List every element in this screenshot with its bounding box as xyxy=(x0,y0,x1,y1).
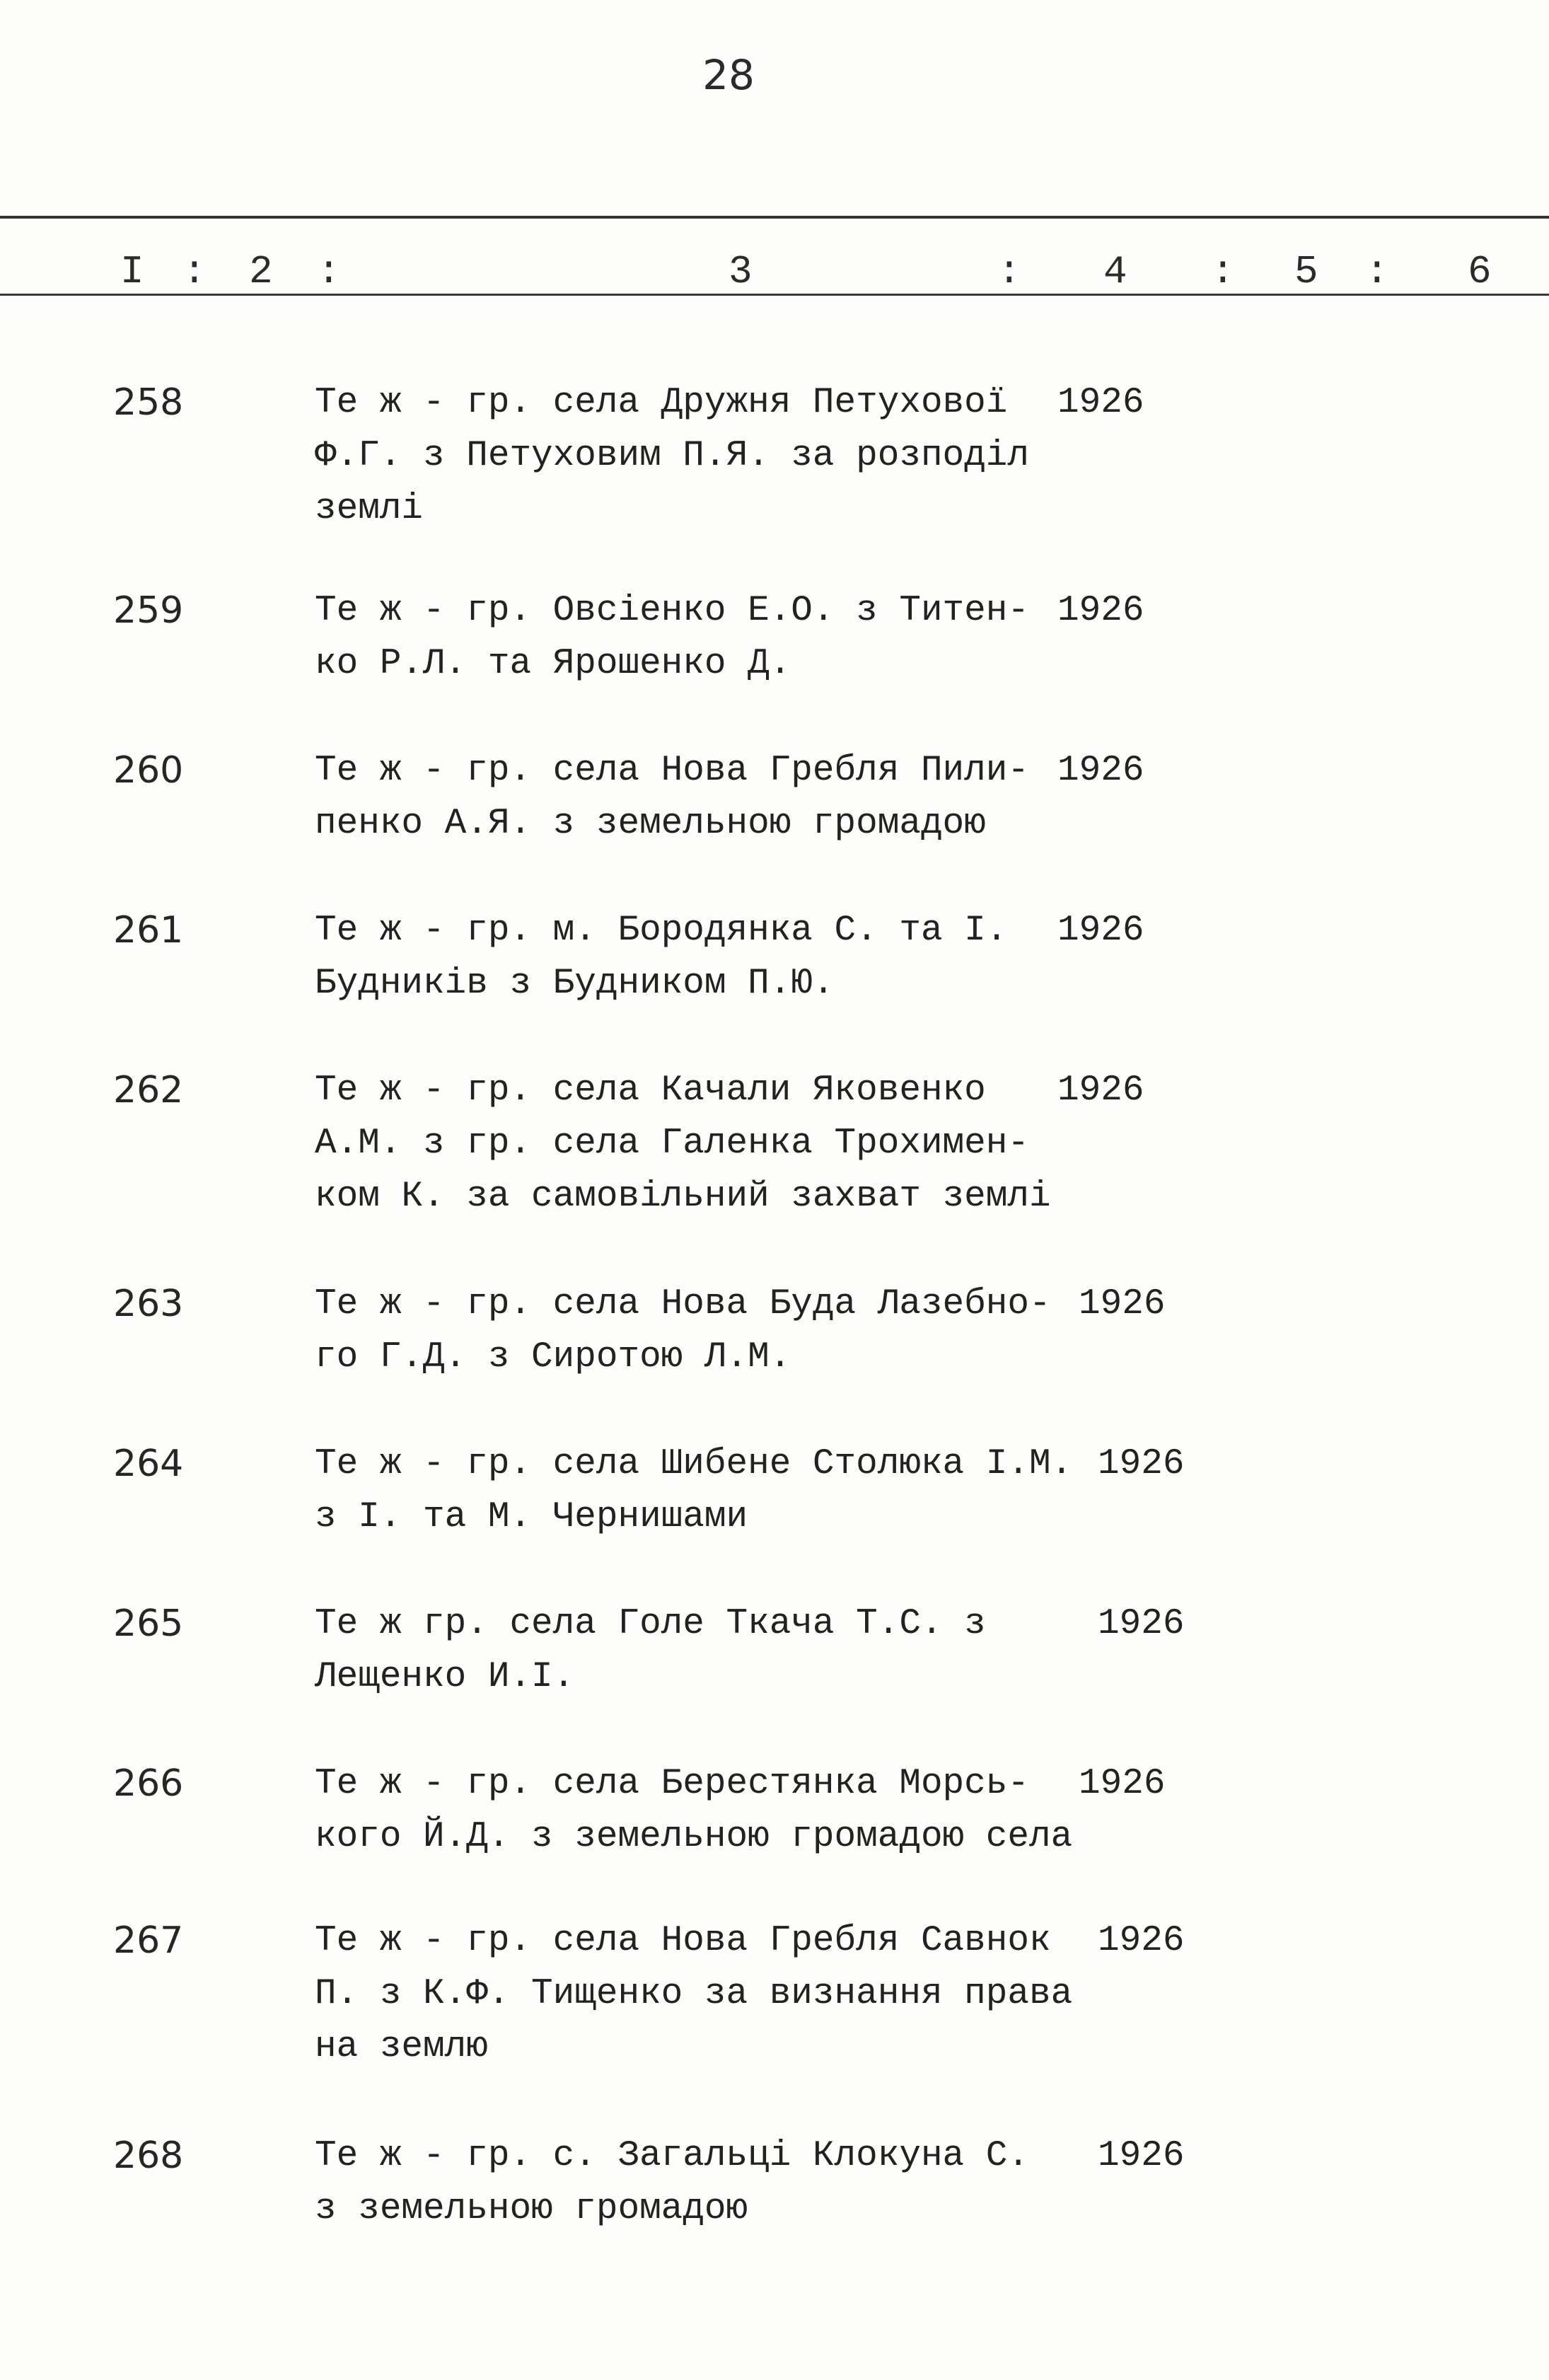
entry-year: 1926 xyxy=(1057,383,1144,423)
description-line: Те ж гр. села Голе Ткача Т.С. з xyxy=(315,1604,986,1644)
page-number: 28 xyxy=(702,51,755,99)
description-line: Лещенко И.І. xyxy=(315,1657,575,1697)
column-separator: : xyxy=(997,249,1021,294)
description-line: Ф.Г. з Петуховим П.Я. за розподіл xyxy=(315,436,1029,476)
entry-description xyxy=(315,1278,1057,1384)
entry-year: 1926 xyxy=(1098,2136,1185,2176)
entry-description xyxy=(315,744,1057,850)
entry-description xyxy=(315,904,1057,1010)
description-line: ком К. за самовільний захват землі xyxy=(315,1177,1051,1217)
description-line: Те ж - гр. села Шибене Столюка І.М. xyxy=(315,1444,1073,1484)
description-line: ко Р.Л. та Ярошенко Д. xyxy=(315,644,791,684)
entry-description xyxy=(315,1757,1073,1864)
description-line: го Г.Д. з Сиротою Л.М. xyxy=(315,1337,791,1377)
entry-description xyxy=(315,584,1057,691)
entry-number: 266 xyxy=(113,1762,184,1805)
column-header-6: 6 xyxy=(1468,249,1492,294)
description-line: Те ж - гр. с. Загальці Клокуна С. xyxy=(315,2136,1029,2176)
column-separator: : xyxy=(1211,249,1235,294)
entry-description xyxy=(315,376,1057,536)
description-line: Те ж - гр. села Дружня Петухової xyxy=(315,383,1008,423)
entry-description xyxy=(315,1064,1057,1223)
description-line: Те ж - гр. села Нова Гребля Савнок xyxy=(315,1921,1051,1961)
entry-number: 264 xyxy=(113,1443,184,1485)
description-line: землі xyxy=(315,489,424,529)
entry-description xyxy=(315,1914,1073,2074)
entry-year: 1926 xyxy=(1098,1604,1185,1644)
entry-year: 1926 xyxy=(1057,911,1144,951)
description-line: кого Й.Д. з земельною громадою села xyxy=(315,1817,1073,1857)
description-line: з І. та М. Чернишами xyxy=(315,1497,748,1537)
entry-year: 1926 xyxy=(1079,1764,1166,1804)
column-header-2: 2 xyxy=(249,249,273,294)
entry-year: 1926 xyxy=(1057,1070,1144,1111)
entry-description xyxy=(315,2130,1057,2236)
entry-year: 1926 xyxy=(1098,1444,1185,1484)
entry-year: 1926 xyxy=(1079,1284,1166,1324)
entry-number: 262 xyxy=(113,1069,184,1111)
entry-number: 259 xyxy=(113,589,184,632)
column-separator: : xyxy=(317,249,341,294)
column-separator: : xyxy=(1365,249,1389,294)
entry-number: 267 xyxy=(113,1919,184,1962)
entry-number: 260 xyxy=(113,749,184,792)
entry-number: 261 xyxy=(113,909,184,952)
entry-description xyxy=(315,1598,1057,1704)
description-line: з земельною громадою xyxy=(315,2189,748,2229)
description-line: Будників з Будником П.Ю. xyxy=(315,964,835,1004)
entry-description xyxy=(315,1438,1073,1544)
column-header-3: 3 xyxy=(729,249,753,294)
description-line: Те ж - гр. села Берестянка Морсь- xyxy=(315,1764,1029,1804)
description-line: Те ж - гр. села Нова Буда Лазебно- xyxy=(315,1284,1051,1324)
table-header-rule xyxy=(0,294,1549,296)
description-line: Те ж - гр. села Нова Гребля Пили- xyxy=(315,751,1029,791)
entry-number: 265 xyxy=(113,1602,184,1645)
column-header-1: I xyxy=(120,249,144,294)
column-header-5: 5 xyxy=(1294,249,1318,294)
description-line: П. з К.Ф. Тищенко за визнання права xyxy=(315,1974,1073,2014)
description-line: А.М. з гр. села Галенка Трохимен- xyxy=(315,1123,1029,1164)
entry-year: 1926 xyxy=(1098,1921,1185,1961)
description-line: Те ж - гр. Овсіенко Е.О. з Титен- xyxy=(315,591,1029,631)
column-separator: : xyxy=(182,249,207,294)
entry-year: 1926 xyxy=(1057,591,1144,631)
description-line: на землю xyxy=(315,2027,488,2067)
entry-year: 1926 xyxy=(1057,751,1144,791)
column-header-4: 4 xyxy=(1103,249,1127,294)
entry-number: 258 xyxy=(113,381,184,424)
description-line: Те ж - гр. м. Бородянка С. та І. xyxy=(315,911,1008,951)
description-line: Те ж - гр. села Качали Яковенко xyxy=(315,1070,986,1111)
description-line: пенко А.Я. з земельною громадою xyxy=(315,804,986,844)
entry-number: 263 xyxy=(113,1283,184,1325)
table-top-rule xyxy=(0,216,1549,219)
entry-number: 268 xyxy=(113,2135,184,2177)
